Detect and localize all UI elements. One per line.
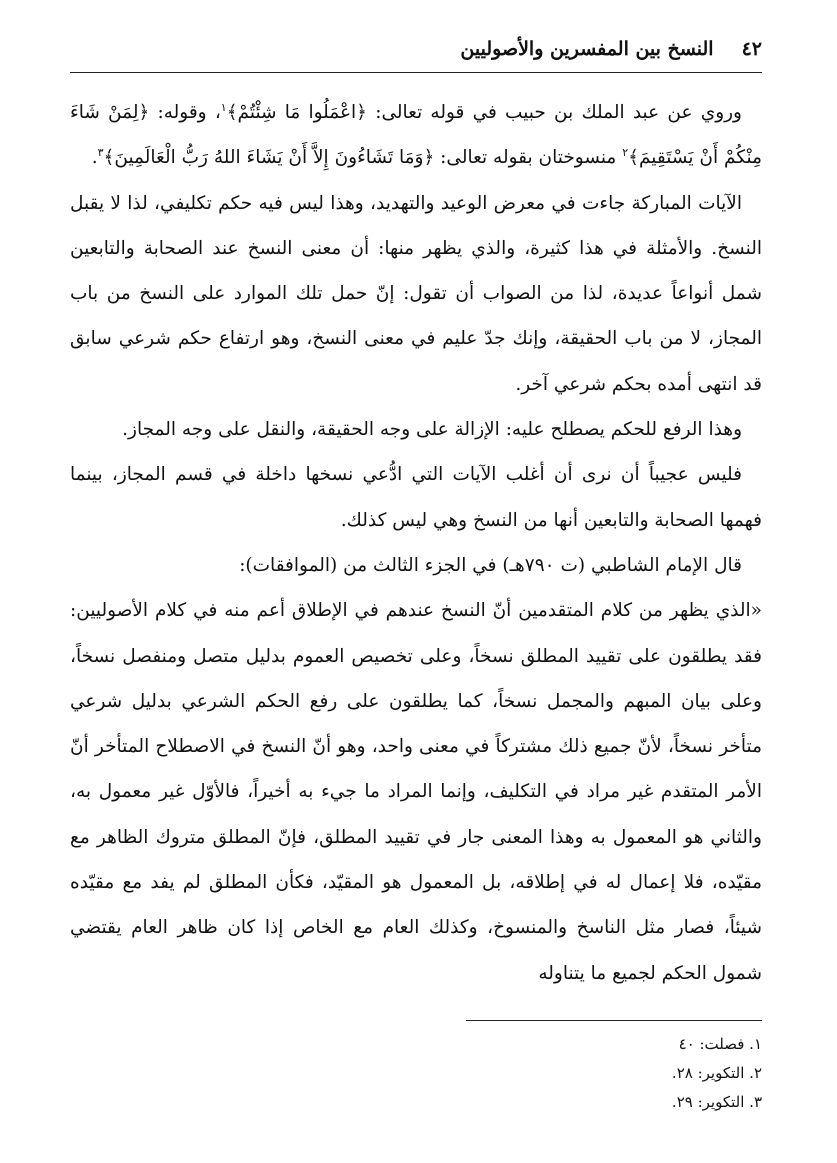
- header-divider: [70, 72, 762, 73]
- running-title: النسخ بين المفسرين والأصوليين: [460, 38, 714, 60]
- footnote-2: ٢. التكوير: ٢٨.: [671, 1064, 762, 1082]
- footnote-1: ١. فصلت: ٤٠: [678, 1035, 762, 1053]
- footnote-ref-1: ١: [220, 100, 227, 114]
- quotation-paragraph: «الذي يظهر من كلام المتقدمين أنّ النسخ عندهم في الإطلاق أعم منه في كلام الأصوليين: فقد يطلقون على تقييد المطلق نسخاً، وعلى تخصيص العموم بدليل متصل ومنفصل نسخاً، وعلى بيان المبهم والمجمل نسخاً، كما يطلقون على رفع الحكم الشرعي بدليل شرعي متأخر نسخاً، لأنّ جميع ذلك مشتركاً في معنى واحد، وهو أنّ النسخ في الاصطلاح المتأخر أنّ الأمر المتقدم غير مراد في التكليف، وإنما المراد ما جيء به أخيراً، فالأوّل غير معمول به، والثاني هو المعمول به وهذا المعنى جار في تقييد المطلق، فإنّ المطلق متروك الظاهر مع مقيّده، فلا إعمال له في إطلاقه، بل المعمول هو المقيّد، فكأن المطلق لم يفد مع مقيّده شيئاً، فصار مثل الناسخ والمنسوخ، وكذلك العام مع الخاص إذا كان ظاهر العام يقتضي شمول الحكم لجميع ما يتناوله: [70, 600, 762, 984]
- footnote-ref-3: ٣: [97, 146, 104, 160]
- page-number: ٤٢: [741, 38, 762, 60]
- paragraph-1: وروي عن عبد الملك بن حبيب في قوله تعالى: ﴿اعْمَلُوا مَا شِئْتُمْ﴾$^١$، وقوله: ﴿لِمَنْ شَاءَ مِنْكُمْ أَنْ يَسْتَقِيمَ﴾$^٢$ منسوختان بقوله تعالى: ﴿وَمَا تَشَاءُونَ إِلاَّ أَنْ يَشَاءَ اللهُ رَبُّ الْعَالَمِينَ﴾$^٣$.: [70, 100, 762, 169]
- paragraph-4: فليس عجيباً أن نرى أن أغلب الآيات التي ادُّعي نسخها داخلة في قسم المجاز، بينما فهمها الصحابة والتابعين أنها من النسخ وهي ليس كذلك.: [70, 464, 762, 531]
- footnote-3: ٣. التكوير: ٢٩.: [671, 1093, 762, 1111]
- paragraph-2: الآيات المباركة جاءت في معرض الوعيد والتهديد، وهذا ليس فيه حكم تكليفي، لذا لا يقبل النسخ. والأمثلة في هذا كثيرة، والذي يظهر منها: أن معنى النسخ عند الصحابة والتابعين شمل أنواعاً عديدة، لذا من الصواب أن تقول: إنّ حمل تلك الموارد على النسخ من باب المجاز، لا من باب الحقيقة، وإنك جدّ عليم في معنى النسخ، وهو ارتفاع حكم شرعي سابق قد انتهى أمده بحكم شرعي آخر.: [70, 192, 762, 395]
- paragraph-3: وهذا الرفع للحكم يصطلح عليه: الإزالة على وجه الحقيقة، والنقل على وجه المجاز.: [122, 419, 742, 441]
- footnotes: [470, 1030, 762, 1117]
- body-text: [70, 90, 762, 996]
- footnote-divider: [466, 1020, 762, 1021]
- footnote-ref-2: ٢: [622, 146, 629, 160]
- page-header: [86, 34, 762, 64]
- paragraph-5: قال الإمام الشاطبي (ت ٧٩٠هـ) في الجزء الثالث من (الموافقات):: [239, 554, 742, 576]
